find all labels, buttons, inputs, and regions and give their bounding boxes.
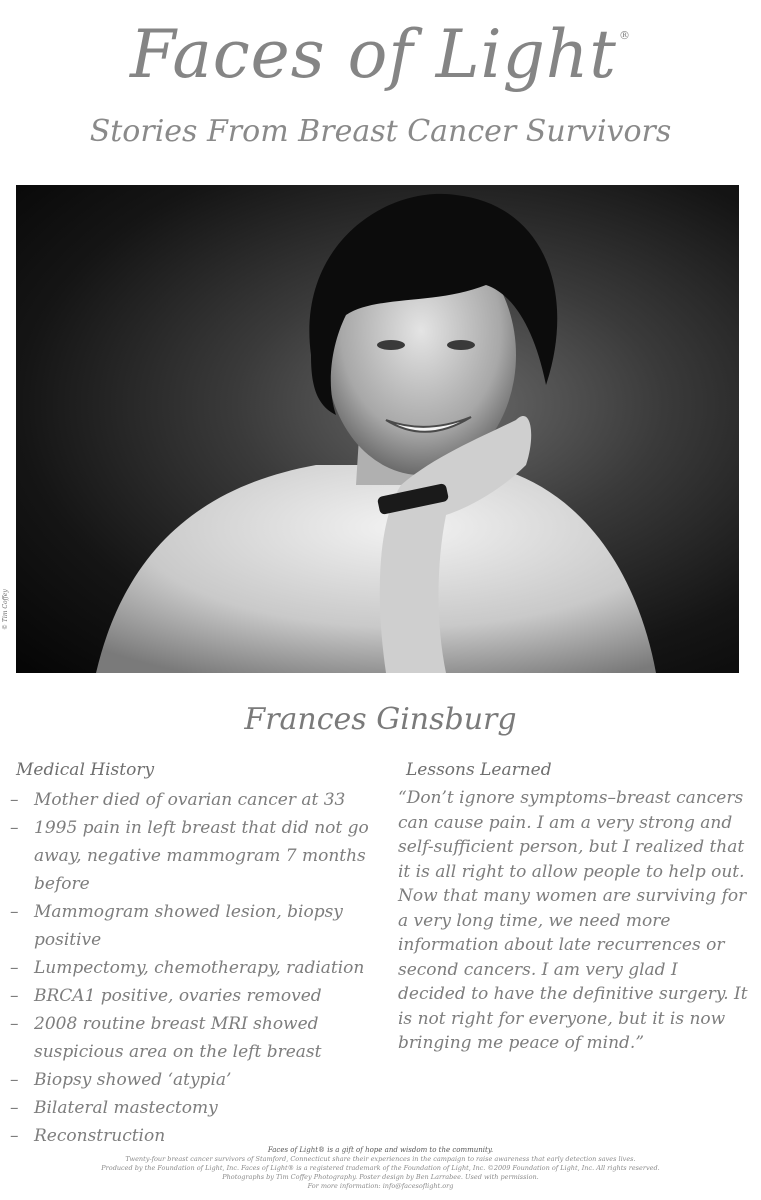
footer-line: Twenty-four breast cancer survivors of Stamford, Connecticut share their experiences in the campaign to raise awareness that early detection saves lives.: [125, 1155, 636, 1163]
list-item: – BRCA1 positive, ovaries removed: [10, 986, 322, 1006]
list-item: – 1995 pain in left breast that did not go away, negative mammogram 7 months before: [10, 818, 369, 894]
footer-tagline: Faces of Light® is a gift of hope and wisdom to the community.: [267, 1146, 494, 1154]
list-item: – Biopsy showed ‘atypia’: [10, 1070, 232, 1090]
footer-line: Produced by the Foundation of Light, Inc. Faces of Light® is a registered trademark of the Foundation of Light, Inc. ©2009 Foundation of Light, Inc. All rights reserved.: [101, 1164, 660, 1172]
list-item: – 2008 routine breast MRI showed suspicious area on the left breast: [10, 1014, 322, 1062]
list-item: – Mammogram showed lesion, biopsy positive: [10, 902, 343, 950]
lessons-learned-heading: Lessons Learned: [406, 760, 552, 780]
survivor-name: Frances Ginsburg: [244, 702, 517, 737]
lessons-learned-quote: “Don’t ignore symptoms–breast cancers can cause pain. I am a very strong and self-sufficient person, but I realized that it is all right to allow people to help out. Now that many women are surviving for a very long time, we need more information about late recurrences or second cancers. I am very glad I decided to have the definitive surgery. It is not right for everyone, but it is now bringing me peace of mind.”: [398, 788, 748, 1053]
poster-subtitle: Stories From Breast Cancer Survivors: [89, 114, 672, 149]
list-item: – Mother died of ovarian cancer at 33: [10, 790, 346, 810]
portrait-photo: [16, 185, 739, 673]
footer: [0, 1146, 761, 1191]
list-item: – Lumpectomy, chemotherapy, radiation: [10, 958, 365, 978]
medical-history-list: [10, 786, 380, 1150]
footer-contact: For more information: info@facesoflight.org: [307, 1182, 454, 1190]
portrait-illustration: [16, 185, 739, 673]
list-item: – Bilateral mastectomy: [10, 1098, 218, 1118]
poster-title: Faces of Light ®: [130, 16, 631, 93]
footer-line: Photographs by Tim Coffey Photography. Poster design by Ben Larrabee. Used with permission.: [222, 1173, 539, 1181]
medical-history-heading: Medical History: [16, 760, 155, 780]
registered-mark: ®: [618, 29, 631, 42]
list-item: – Reconstruction: [10, 1126, 166, 1146]
photo-credit: © Tim Coffey: [2, 589, 9, 630]
